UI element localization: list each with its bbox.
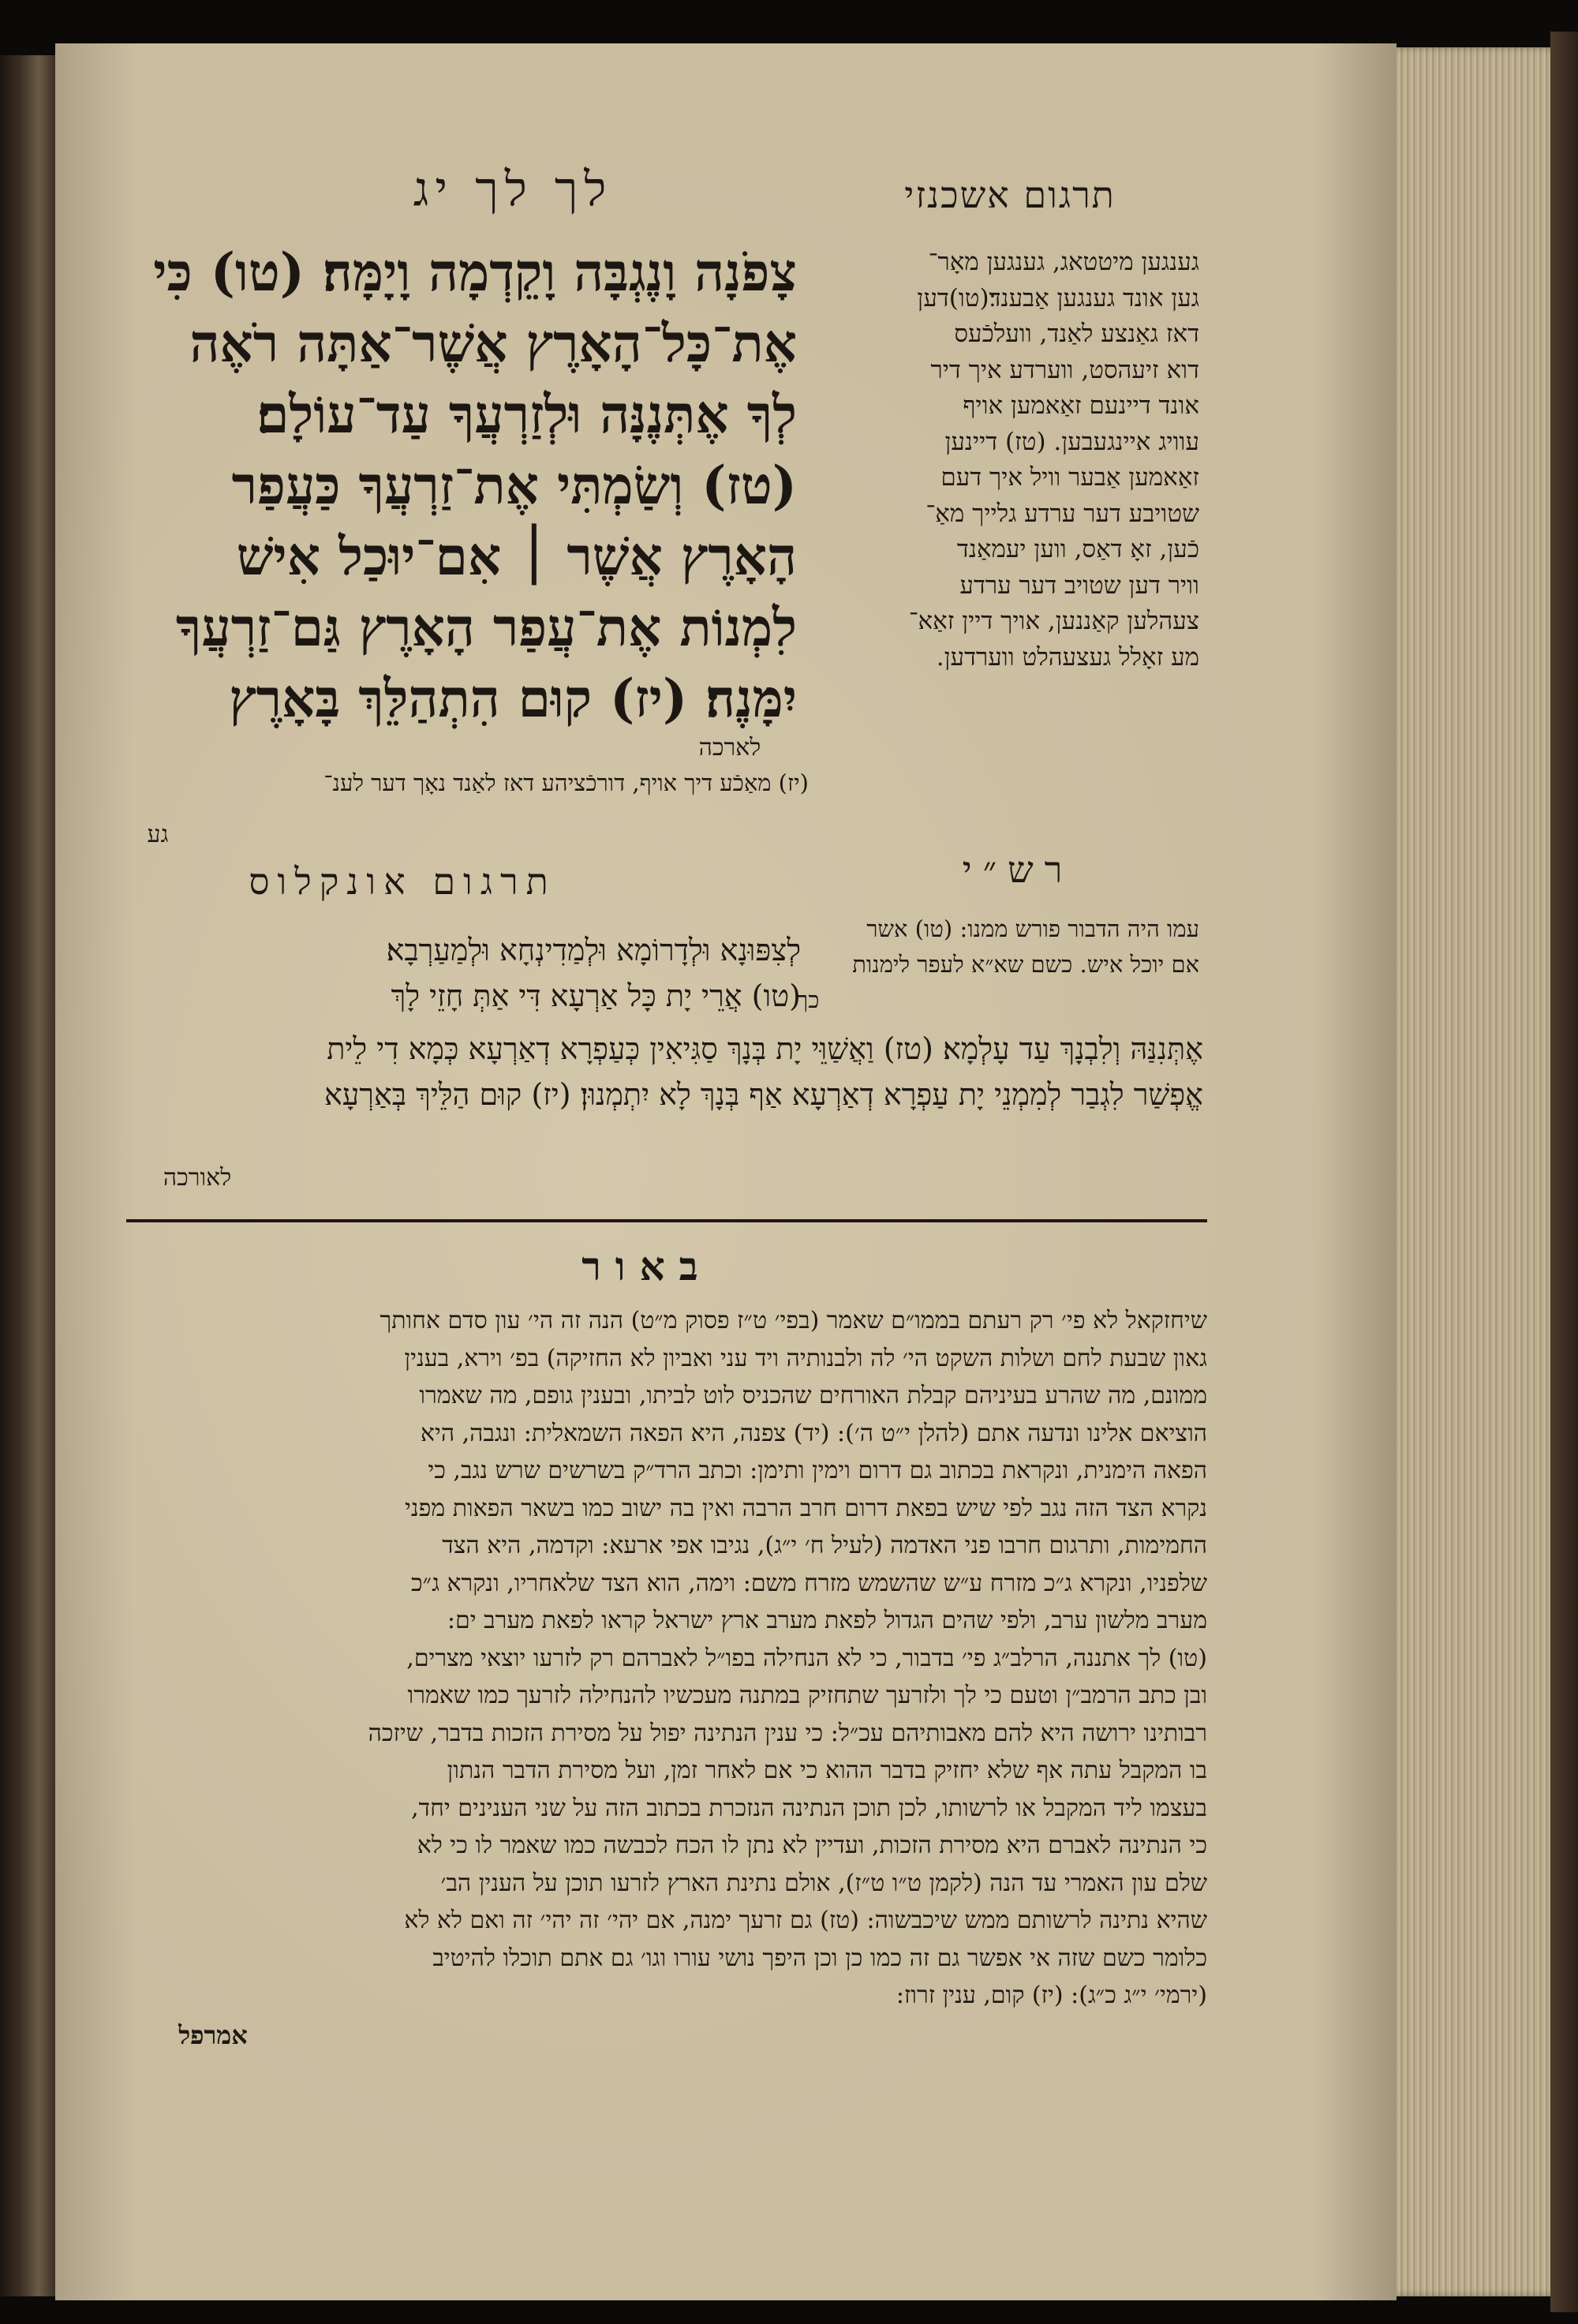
biur-heading: באור xyxy=(581,1243,712,1289)
biur-line: שלם עון האמרי עד הנה (לקמן ט״ו ט״ז), אולם נתינת הארץ לזרעו תוכן על הענין הב׳ xyxy=(440,1869,1207,1897)
rashi-catchword: כך xyxy=(797,986,820,1013)
biur-line: הוציאם אלינו ונדעה אתם (להלן י״ט ה׳): (יד) צפנה, היא הפאה השמאלית: ונגבה, היא xyxy=(420,1419,1207,1447)
onkelos-line: אֱפְשַׁר לִגְבַר לְמִמְנֵי יָת עַפְרָא דְאַרְעָא אַף בְּנָךְ לָא יִתְמְנוּן׃ (יז) קוּם הַלֵּיךְ בְּאַרְעָא xyxy=(323,1077,1203,1112)
rashi-heading: רש״י xyxy=(962,848,1074,891)
catchword-translation: גע xyxy=(147,821,169,848)
targum-ashkenazi-line: וויר דען שטויב דער ערדע xyxy=(959,571,1199,600)
biur-line: (טו) לך אתננה, הרלב״ג פי׳ בדבור, כי לא הנחילה בפו״ל לאברהם רק לזרעו יוצאי מצרים, xyxy=(406,1644,1207,1672)
targum-ashkenazi-column xyxy=(836,245,1199,675)
main-text-line: (טז) וְשַׂמְתִּי אֶת־זַרְעֲךָ כַּעֲפַר xyxy=(231,455,797,516)
targum-ashkenazi-line: גען אונד גענגען אַבענד׃(טו)דען xyxy=(917,283,1199,312)
running-head-targum-ashkenazi: תרגום אשכנזי xyxy=(904,174,1116,216)
main-biblical-text xyxy=(118,237,797,734)
main-text-line: הָאָרֶץ אֲשֶׁר ׀ אִם־יוּכַל אִישׁ xyxy=(236,526,797,587)
onkelos-column xyxy=(114,927,801,1019)
rashi-commentary xyxy=(789,911,1199,1018)
onkelos-line: אֶתְּנִנַּהּ וְלִבְנָךְ עַד עָלְמָא׃ (טז) וַאֲשַׁוֵּי יָת בְּנָךְ סַגִּיאִין כְּעַפְרָא דְאַרְעָא כְּמָא דִי לֵית xyxy=(327,1031,1203,1066)
rashi-line: עמו היה הדבור פורש ממנו: (טו) אשר xyxy=(866,915,1199,942)
targum-ashkenazi-line: דוא זיעהסט, ווערדע איך דיר xyxy=(930,355,1199,384)
biur-line: ממונם, מה שהרע בעיניהם קבלת האורחים שהכניס לוט לביתו, ובענין גופם, מה שאמרו xyxy=(419,1382,1207,1409)
back-cover-edge xyxy=(1550,32,1578,2312)
biur-line: שהיא נתינה לרשותם ממש שיכבשוה: (טז) גם זרעך ימנה, אם יהי׳ זה יהי׳ זה ואם לא לא xyxy=(404,1907,1207,1934)
onkelos-full-width xyxy=(114,1026,1203,1117)
targum-ashkenazi-line: עוויג איינגעבען. (טז) דיינען xyxy=(944,427,1199,456)
onkelos-catchword: לאורכה xyxy=(163,1164,232,1192)
page-catchword: אמרפל xyxy=(178,2020,248,2050)
biur-line: גאון שבעת לחם ושלות השקט הי׳ לה ולבנותיה ויד עני ואביון לא החזיקה) בפ׳ וירא, בענין xyxy=(404,1344,1207,1372)
targum-ashkenazi-line: זאַאמען אַבער וויל איך דעם xyxy=(940,463,1199,492)
biur-line: הפאה הימנית, ונקראת בכתוב גם דרום וימין ותימן: וכתב הרד״ק בשרשים שרש נגב, כי xyxy=(428,1457,1207,1484)
biur-line: מערב מלשון ערב, ולפי שהים הגדול לפאת מערב ארץ ישראל קראו לפאת מערב ים: xyxy=(447,1607,1207,1634)
onkelos-heading: תרגום אונקלוס xyxy=(249,860,556,903)
main-text-line: לִמְנוֹת אֶת־עֲפַר הָאָרֶץ גַּם־זַרְעֲךָ xyxy=(175,597,797,658)
onkelos-line: (טו) אֲרֵי יָת כָּל אַרְעָא דִּי אַתְּ חָזֵי לָךְ xyxy=(391,979,801,1013)
biur-line: כי הנתינה לאברם היא מסירת הזכות, ועדיין לא נתן לו הכח לכבשה כמו שאמר לו כי לא xyxy=(417,1832,1207,1859)
biur-line: ובן כתב הרמב״ן וטעם כי לך ולזרעך שתחזיק במתנה מעכשיו להנחילה לזרעך כמו שאמרו xyxy=(407,1682,1207,1709)
targum-ashkenazi-line: אונד דיינעם זאַאמען אויף xyxy=(963,391,1199,420)
targum-ashkenazi-line: גענגען מיטטאג, גענגען מאָר־ xyxy=(928,248,1199,276)
main-text-line: צָפֹנָה וָנֶגְבָּה וָקֵדְמָה וָיָמָּה׃ (טו) כִּי xyxy=(153,241,797,303)
main-text-line: יִמָּנֶה׃ (יז) קוּם הִתְהַלֵּךְ בָּאָרֶץ xyxy=(229,668,797,729)
biur-commentary xyxy=(126,1302,1207,2015)
rashi-line: אם יוכל איש. כשם שא״א לעפר לימנות xyxy=(852,951,1199,978)
biur-line: החמימות, ותרגום חרבו פני האדמה (לעיל ח׳ י״ג), נגיבו אפי ארעא: וקדמה, היא הצד xyxy=(442,1532,1207,1559)
biur-line: בו המקבל עתה אף שלא יחזיק בדבר ההוא כי אם לאחר זמן, ועל מסירת הדבר הנתון xyxy=(447,1757,1207,1784)
onkelos-line: לְצִפּוּנָא וּלְדָרוֹמָא וּלְמַדִינְחָא וּלְמַעַרְבָא׃ xyxy=(386,933,801,967)
targum-ashkenazi-line: מע זאָלל געצעהלט ווערדען. xyxy=(936,642,1199,672)
biur-line: (ירמי׳ י״ג כ״ג): (יז) קום, ענין זרוז: xyxy=(896,1982,1207,2009)
biur-line: רבותינו ירושה היא להם מאבותיהם עכ״ל: כי ענין הנתינה יפול על מסירת הזכות בדבר, שיזכה xyxy=(368,1719,1207,1747)
main-text-line: אֶת־כָּל־הָאָרֶץ אֲשֶׁר־אַתָּה רֹאֶה xyxy=(189,312,797,374)
targum-ashkenazi-line: שטויבע דער ערדע גלייך מאַ־ xyxy=(925,499,1199,528)
verse17-translation-line: (יז) מאַכֿע דיך אויף, דורכֿציהע דאז לאַנד נאָך דער לענ־ xyxy=(323,769,809,796)
page-stack-edge xyxy=(1385,47,1550,2296)
targum-ashkenazi-line: דאז גאַנצע לאַנד, וועלכֿעס xyxy=(954,320,1199,348)
biur-line: כלומר כשם שזה אי אפשר גם זה כמו כן וכן היפך נושי עורו וגו׳ גם אתם תוכלו להיטיב xyxy=(432,1944,1207,1972)
section-divider xyxy=(126,1219,1207,1222)
biur-line: בעצמו ליד המקבל או לרשותו, לכן תוכן הנתינה הנזכרת בכתוב הזה על שני הענינים יחד, xyxy=(411,1794,1207,1822)
biur-line: שיחזקאל לא פי׳ רק רעתם בממו״ם שאמר (בפי׳ ט״ז פסוק מ״ט) הנה זה הי׳ עון סדם אחותך xyxy=(380,1307,1207,1334)
book-binding-left xyxy=(0,55,55,2296)
targum-ashkenazi-line: כֿען, זאָ דאַס, ווען יעמאַנד xyxy=(956,535,1199,563)
main-text-line: לְךָ אֶתְּנֶנָּה וּלְזַרְעֲךָ עַד־עוֹלָם׃ xyxy=(256,384,797,445)
biur-line: נקרא הצד הזה נגב לפי שיש בפאת דרום חרב הרבה ואין בה ישוב כמו בשאר הפאות מפני xyxy=(405,1494,1207,1522)
targum-ashkenazi-line: צעהלען קאַננען, אויך דיין זאַא־ xyxy=(908,607,1199,635)
running-head-parsha: לך לך יג xyxy=(413,162,613,217)
catchword-main: לארכה xyxy=(698,734,761,762)
biur-line: שלפניו, ונקרא ג״כ מזרח ע״ש שהשמש מזרח משם: וימה, הוא הצד שלאחריו, ונקרא ג״כ xyxy=(411,1569,1207,1597)
